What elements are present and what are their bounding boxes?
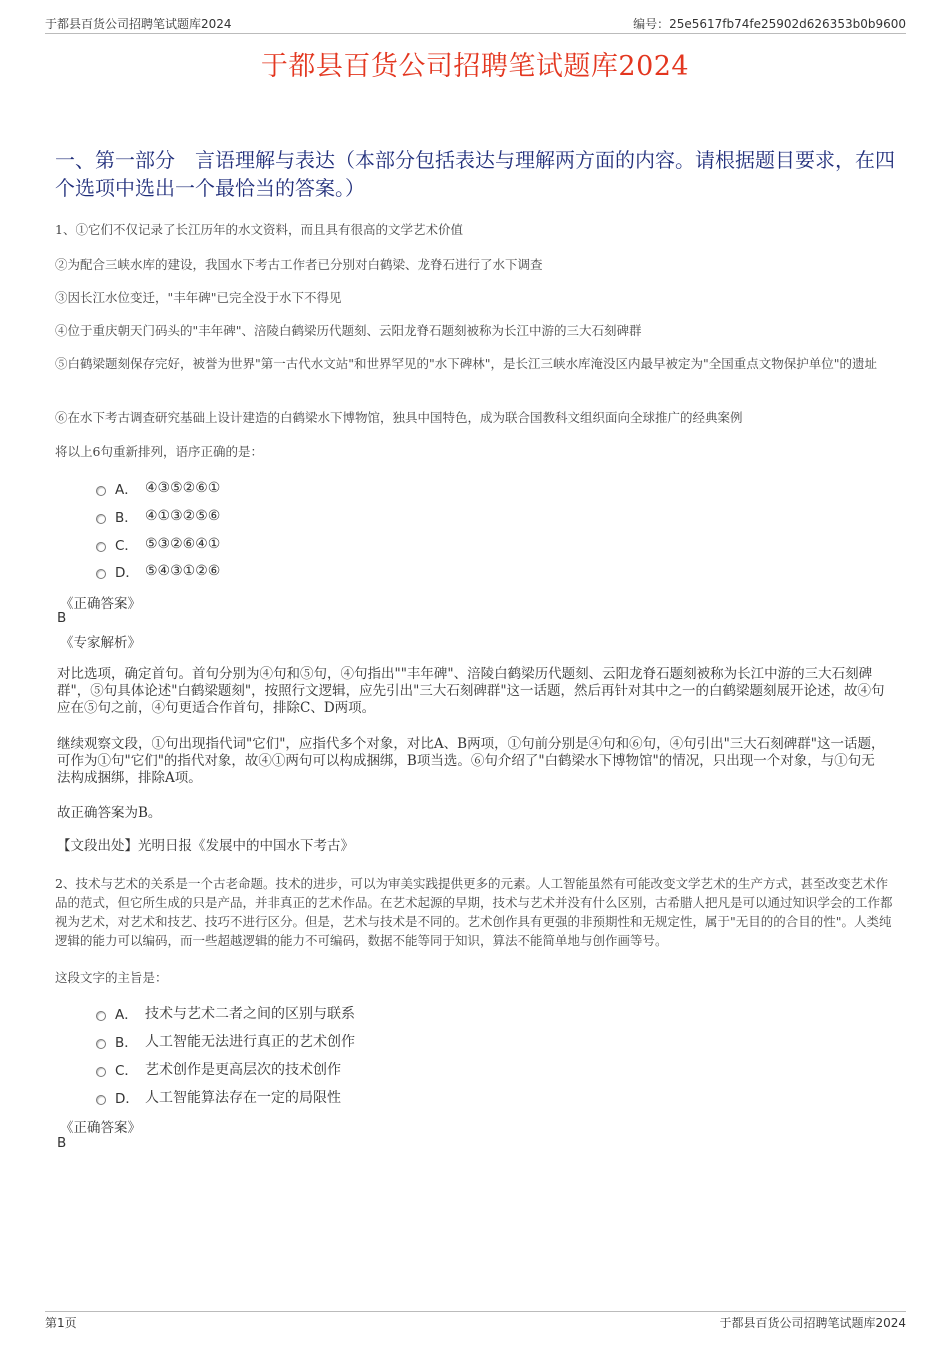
radio-icon[interactable] xyxy=(96,569,106,579)
option-letter: D． xyxy=(115,565,139,581)
q1-option-a[interactable] xyxy=(96,478,220,498)
page-title: 于都县百货公司招聘笔试题库2024 xyxy=(260,51,690,82)
q1-option-b[interactable] xyxy=(96,506,220,526)
section-heading: 一、第一部分 言语理解与表达（本部分包括表达与理解两方面的内容。请根据题目要求，在四个选项中选出一个最恰当的答案。） xyxy=(55,148,895,200)
q1-answer-label: 《正确答案》 xyxy=(60,596,141,612)
header-doc-title: 于都县百货公司招聘笔试题库2024 xyxy=(45,17,232,31)
q1-option-d[interactable] xyxy=(96,561,220,581)
q2-stem: 2、技术与艺术的关系是一个古老命题。技术的进步，可以为审美实践提供更多的元素。人工智能虽然有可能改变文学艺术的生产方式，甚至改变艺术作品的范式，但它所生成的只是产品，并非真正的艺术作品。在艺术起源的早期，技术与艺术并没有什么区别，古希腊人把凡是可以通过知识学会的工作都视为艺术，对艺术和技艺、技巧不进行区分。但是，艺术与技术是不同的。艺术创作具有更强的非预期性和无规定性，属于"无目的的合目的性"。人类纯逻辑的能力可以编码，而一些超越逻辑的能力不可编码，数据不能等同于知识，算法不能简单地与创作画等号。 xyxy=(55,876,893,948)
q1-sentence-2: ②为配合三峡水库的建设，我国水下考古工作者已分别对白鹤梁、龙脊石进行了水下调查 xyxy=(55,257,543,272)
radio-icon[interactable] xyxy=(96,1095,106,1105)
option-text: ⑤③②⑥④① xyxy=(145,536,221,552)
footer-doc-title: 于都县百货公司招聘笔试题库2024 xyxy=(719,1316,906,1330)
q1-option-c[interactable] xyxy=(96,534,220,554)
option-text: 人工智能算法存在一定的局限性 xyxy=(145,1090,341,1106)
q2-option-b[interactable] xyxy=(96,1031,355,1051)
option-text: ⑤④③①②⑥ xyxy=(145,563,221,579)
radio-icon[interactable] xyxy=(96,514,106,524)
q2-option-d[interactable] xyxy=(96,1087,341,1107)
q2-prompt: 这段文字的主旨是： xyxy=(55,970,168,985)
q2-answer: B xyxy=(57,1135,67,1151)
page-number: 第1页 xyxy=(45,1316,77,1330)
option-letter: B． xyxy=(115,510,138,526)
option-letter: A． xyxy=(115,482,138,498)
q1-sentence-6: ⑥在水下考古调查研究基础上设计建造的白鹤梁水下博物馆，独具中国特色，成为联合国教科文组织面向全球推广的经典案例 xyxy=(55,410,743,425)
q1-analysis-label: 《专家解析》 xyxy=(60,635,141,651)
option-letter: D． xyxy=(115,1091,139,1107)
header-doc-id: 编号：25e5617fb74fe25902d626353b0b9600 xyxy=(633,17,906,31)
radio-icon[interactable] xyxy=(96,1067,106,1077)
option-text: 艺术创作是更高层次的技术创作 xyxy=(145,1062,341,1078)
q1-answer: B xyxy=(57,610,67,626)
header-divider xyxy=(45,33,906,34)
q1-sentence-3: ③因长江水位变迁，"丰年碑"已完全没于水下不得见 xyxy=(55,290,342,305)
q1-sentence-4: ④位于重庆朝天门码头的"丰年碑"、涪陵白鹤梁历代题刻、云阳龙脊石题刻被称为长江中游的三大石刻碑群 xyxy=(55,323,642,338)
q1-source: 【文段出处】光明日报《发展中的中国水下考古》 xyxy=(57,838,354,854)
option-letter: A． xyxy=(115,1007,138,1023)
radio-icon[interactable] xyxy=(96,1039,106,1049)
q1-analysis-para-1: 对比选项，确定首句。首句分别为④句和⑤句，④句指出""丰年碑"、涪陵白鹤梁历代题刻、云阳龙脊石题刻被称为长江中游的三大石刻碑群"，⑤句具体论述"白鹤梁题刻"，按照行文逻辑，应先引出"三大石刻碑群"这一话题，然后再针对其中之一的白鹤梁题刻展开论述，故④句应在⑤句之前，④句更适合作首句，排除C、D两项。 xyxy=(57,666,885,716)
q2-option-a[interactable] xyxy=(96,1003,355,1023)
q1-analysis-conclusion: 故正确答案为B。 xyxy=(57,805,162,821)
q1-analysis-para-2: 继续观察文段，①句出现指代词"它们"，应指代多个对象，对比A、B两项，①句前分别是④句和⑥句，④句引出"三大石刻碑群"这一话题，可作为①句"它们"的指代对象，故④①两句可以构成捆绑，B项当选。⑥句介绍了"白鹤梁水下博物馆"的情况，只出现一个对象，与①句无法构成捆绑，排除A项。 xyxy=(57,736,885,786)
option-text: ④③⑤②⑥① xyxy=(145,480,221,496)
option-text: 人工智能无法进行真正的艺术创作 xyxy=(145,1034,355,1050)
option-text: 技术与艺术二者之间的区别与联系 xyxy=(145,1006,355,1022)
option-letter: C． xyxy=(115,538,138,554)
option-letter: C． xyxy=(115,1063,138,1079)
q2-answer-label: 《正确答案》 xyxy=(60,1120,141,1136)
q1-sentence-5: ⑤白鹤梁题刻保存完好，被誉为世界"第一古代水文站"和世界罕见的"水下碑林"，是长江三峡水库淹没区内最早被定为"全国重点文物保护单位"的遗址 xyxy=(55,356,877,371)
radio-icon[interactable] xyxy=(96,542,106,552)
q2-option-c[interactable] xyxy=(96,1059,341,1079)
q1-prompt: 将以上6句重新排列，语序正确的是： xyxy=(55,444,263,459)
radio-icon[interactable] xyxy=(96,1011,106,1021)
option-letter: B． xyxy=(115,1035,138,1051)
q1-sentence-1: 1、①它们不仅记录了长江历年的水文资料，而且具有很高的文学艺术价值 xyxy=(55,222,463,237)
option-text: ④①③②⑤⑥ xyxy=(145,508,221,524)
radio-icon[interactable] xyxy=(96,486,106,496)
footer-divider xyxy=(45,1311,906,1312)
